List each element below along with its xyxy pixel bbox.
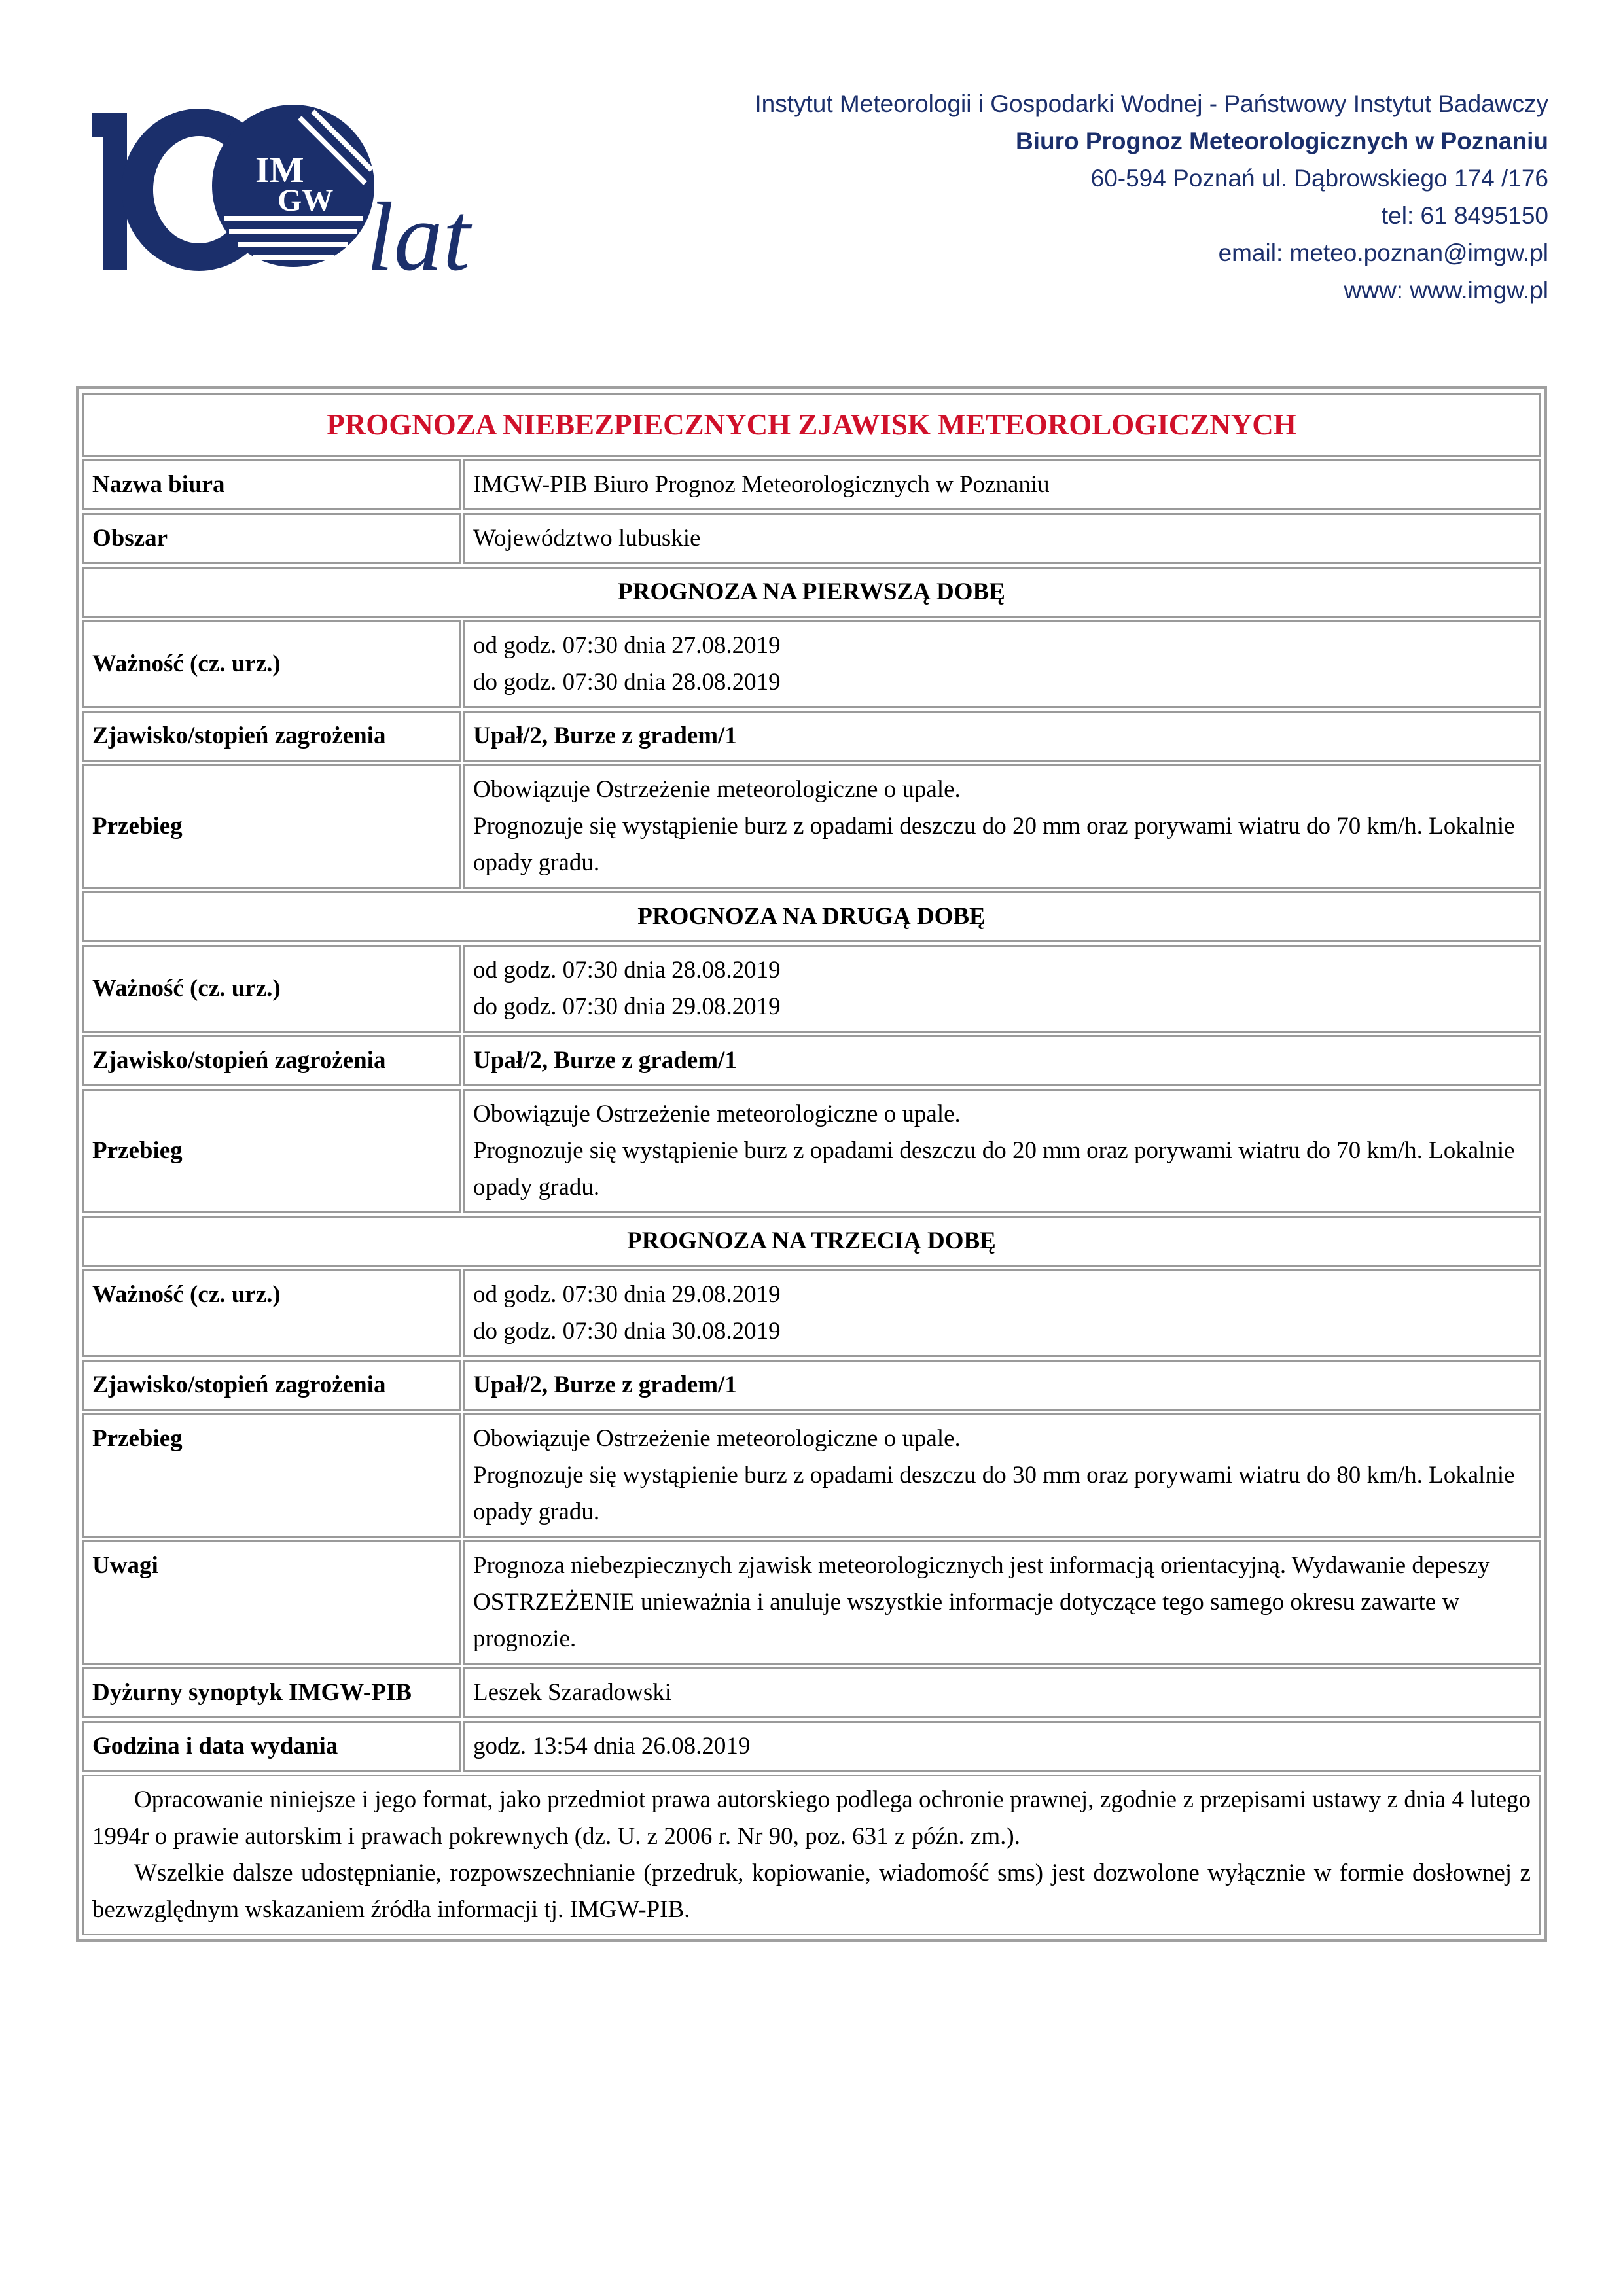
day2-validity-value — [463, 945, 1541, 1033]
remarks-value: Prognoza niebezpiecznych zjawisk meteorologicznych jest informacją orientacyjną. Wydawanie depeszy OSTRZEŻENIE unieważnia i anuluje wszystkie informacje dotyczące tego samego okresu zawarte w prognozie. — [463, 1540, 1541, 1665]
issued-value: godz. 13:54 dnia 26.08.2019 — [463, 1721, 1541, 1772]
day3-phenomenon-value: Upał/2, Burze z gradem/1 — [463, 1360, 1541, 1411]
day1-validity-value — [463, 620, 1541, 708]
forecast-document — [76, 386, 1547, 1942]
day3-validity-label: Ważność (cz. urz.) — [82, 1269, 461, 1357]
institute-name: Instytut Meteorologii i Gospodarki Wodnej - Państwowy Instytut Badawczy — [755, 90, 1548, 117]
day2-phenomenon-value: Upał/2, Burze z gradem/1 — [463, 1035, 1541, 1086]
table-row — [82, 620, 1541, 708]
day1-validity-label: Ważność (cz. urz.) — [82, 620, 461, 708]
forecast-table — [80, 390, 1543, 1938]
day2-course-value — [463, 1089, 1541, 1213]
logo-emblem-gw: GW — [277, 183, 334, 218]
day2-validity-from: od godz. 07:30 dnia 28.08.2019 — [473, 957, 781, 983]
day3-course-value — [463, 1413, 1541, 1538]
day2-phenomenon-label: Zjawisko/stopień zagrożenia — [82, 1035, 461, 1086]
imgw-100-years-logo — [84, 98, 490, 281]
table-row — [82, 1035, 1541, 1086]
table-row — [82, 945, 1541, 1033]
day1-phenomenon-value: Upał/2, Burze z gradem/1 — [463, 711, 1541, 762]
table-row — [82, 1269, 1541, 1357]
table-row — [82, 459, 1541, 510]
institute-contact-block — [755, 85, 1548, 309]
table-row — [82, 1540, 1541, 1665]
office-website[interactable]: www: www.imgw.pl — [1344, 277, 1548, 304]
day2-validity-to: do godz. 07:30 dnia 29.08.2019 — [473, 993, 781, 1020]
day3-validity-from: od godz. 07:30 dnia 29.08.2019 — [473, 1281, 781, 1308]
day3-validity-to: do godz. 07:30 dnia 30.08.2019 — [473, 1318, 781, 1345]
synoptic-label: Dyżurny synoptyk IMGW-PIB — [82, 1667, 461, 1718]
day3-phenomenon-label: Zjawisko/stopień zagrożenia — [82, 1360, 461, 1411]
office-email[interactable]: email: meteo.poznan@imgw.pl — [1218, 239, 1548, 266]
office-value: IMGW-PIB Biuro Prognoz Meteorologicznych w Poznaniu — [463, 459, 1541, 510]
day3-validity-value — [463, 1269, 1541, 1357]
day1-phenomenon-label: Zjawisko/stopień zagrożenia — [82, 711, 461, 762]
day3-course-line2: Prognozuje się wystąpienie burz z opadami deszczu do 30 mm oraz porywami wiatru do 80 km/h. Lokalnie opady gradu. — [473, 1462, 1515, 1525]
table-row — [82, 1721, 1541, 1772]
copyright-notice — [82, 1775, 1541, 1935]
synoptic-value: Leszek Szaradowski — [463, 1667, 1541, 1718]
office-name: Biuro Prognoz Meteorologicznych w Poznaniu — [1015, 128, 1548, 154]
copyright-paragraph-1: Opracowanie niniejsze i jego format, jako przedmiot prawa autorskiego podlega ochronie prawnej, zgodnie z przepisami ustawy z dnia 4 lutego 1994r o prawie autorskim i prawach pokrewnych (dz. U. z 2006 r. Nr 90, poz. 631 z późn. zm.). — [92, 1786, 1531, 1850]
copyright-paragraph-2: Wszelkie dalsze udostępnianie, rozpowszechnianie (przedruk, kopiowanie, wiadomość sms) jest dozwolone wyłącznie w formie dosłownej z bezwzględnym wskazaniem źródła informacji tj. IMGW-PIB. — [92, 1860, 1531, 1923]
remarks-label: Uwagi — [82, 1540, 461, 1665]
day3-course-line1: Obowiązuje Ostrzeżenie meteorologiczne o upale. — [473, 1425, 961, 1452]
day3-course-label: Przebieg — [82, 1413, 461, 1538]
table-row — [82, 711, 1541, 762]
office-label: Nazwa biura — [82, 459, 461, 510]
logo-lat-text: lat — [366, 183, 471, 281]
day1-course-label: Przebieg — [82, 764, 461, 889]
issued-label: Godzina i data wydania — [82, 1721, 461, 1772]
day2-course-label: Przebieg — [82, 1089, 461, 1213]
table-row — [82, 1360, 1541, 1411]
day2-course-line1: Obowiązuje Ostrzeżenie meteorologiczne o upale. — [473, 1101, 961, 1127]
day1-validity-to: do godz. 07:30 dnia 28.08.2019 — [473, 669, 781, 696]
day2-course-line2: Prognozuje się wystąpienie burz z opadami deszczu do 20 mm oraz porywami wiatru do 70 km/h. Lokalnie opady gradu. — [473, 1137, 1515, 1201]
day1-course-line2: Prognozuje się wystąpienie burz z opadami deszczu do 20 mm oraz porywami wiatru do 70 km/h. Lokalnie opady gradu. — [473, 813, 1515, 876]
table-row — [82, 1413, 1541, 1538]
day1-validity-from: od godz. 07:30 dnia 27.08.2019 — [473, 632, 781, 659]
document-title: PROGNOZA NIEBEZPIECZNYCH ZJAWISK METEOROLOGICZNYCH — [82, 393, 1541, 457]
day2-validity-label: Ważność (cz. urz.) — [82, 945, 461, 1033]
day1-course-line1: Obowiązuje Ostrzeżenie meteorologiczne o upale. — [473, 776, 961, 803]
logo-emblem-im: IM — [255, 150, 304, 190]
table-row — [82, 1089, 1541, 1213]
day2-heading: PROGNOZA NA DRUGĄ DOBĘ — [82, 891, 1541, 942]
office-address: 60-594 Poznań ul. Dąbrowskiego 174 /176 — [1090, 165, 1548, 192]
day1-course-value — [463, 764, 1541, 889]
table-row — [82, 1667, 1541, 1718]
office-phone: tel: 61 8495150 — [1381, 202, 1548, 229]
table-row — [82, 764, 1541, 889]
day3-heading: PROGNOZA NA TRZECIĄ DOBĘ — [82, 1216, 1541, 1267]
day1-heading: PROGNOZA NA PIERWSZĄ DOBĘ — [82, 567, 1541, 618]
area-label: Obszar — [82, 513, 461, 564]
table-row — [82, 513, 1541, 564]
area-value: Województwo lubuskie — [463, 513, 1541, 564]
